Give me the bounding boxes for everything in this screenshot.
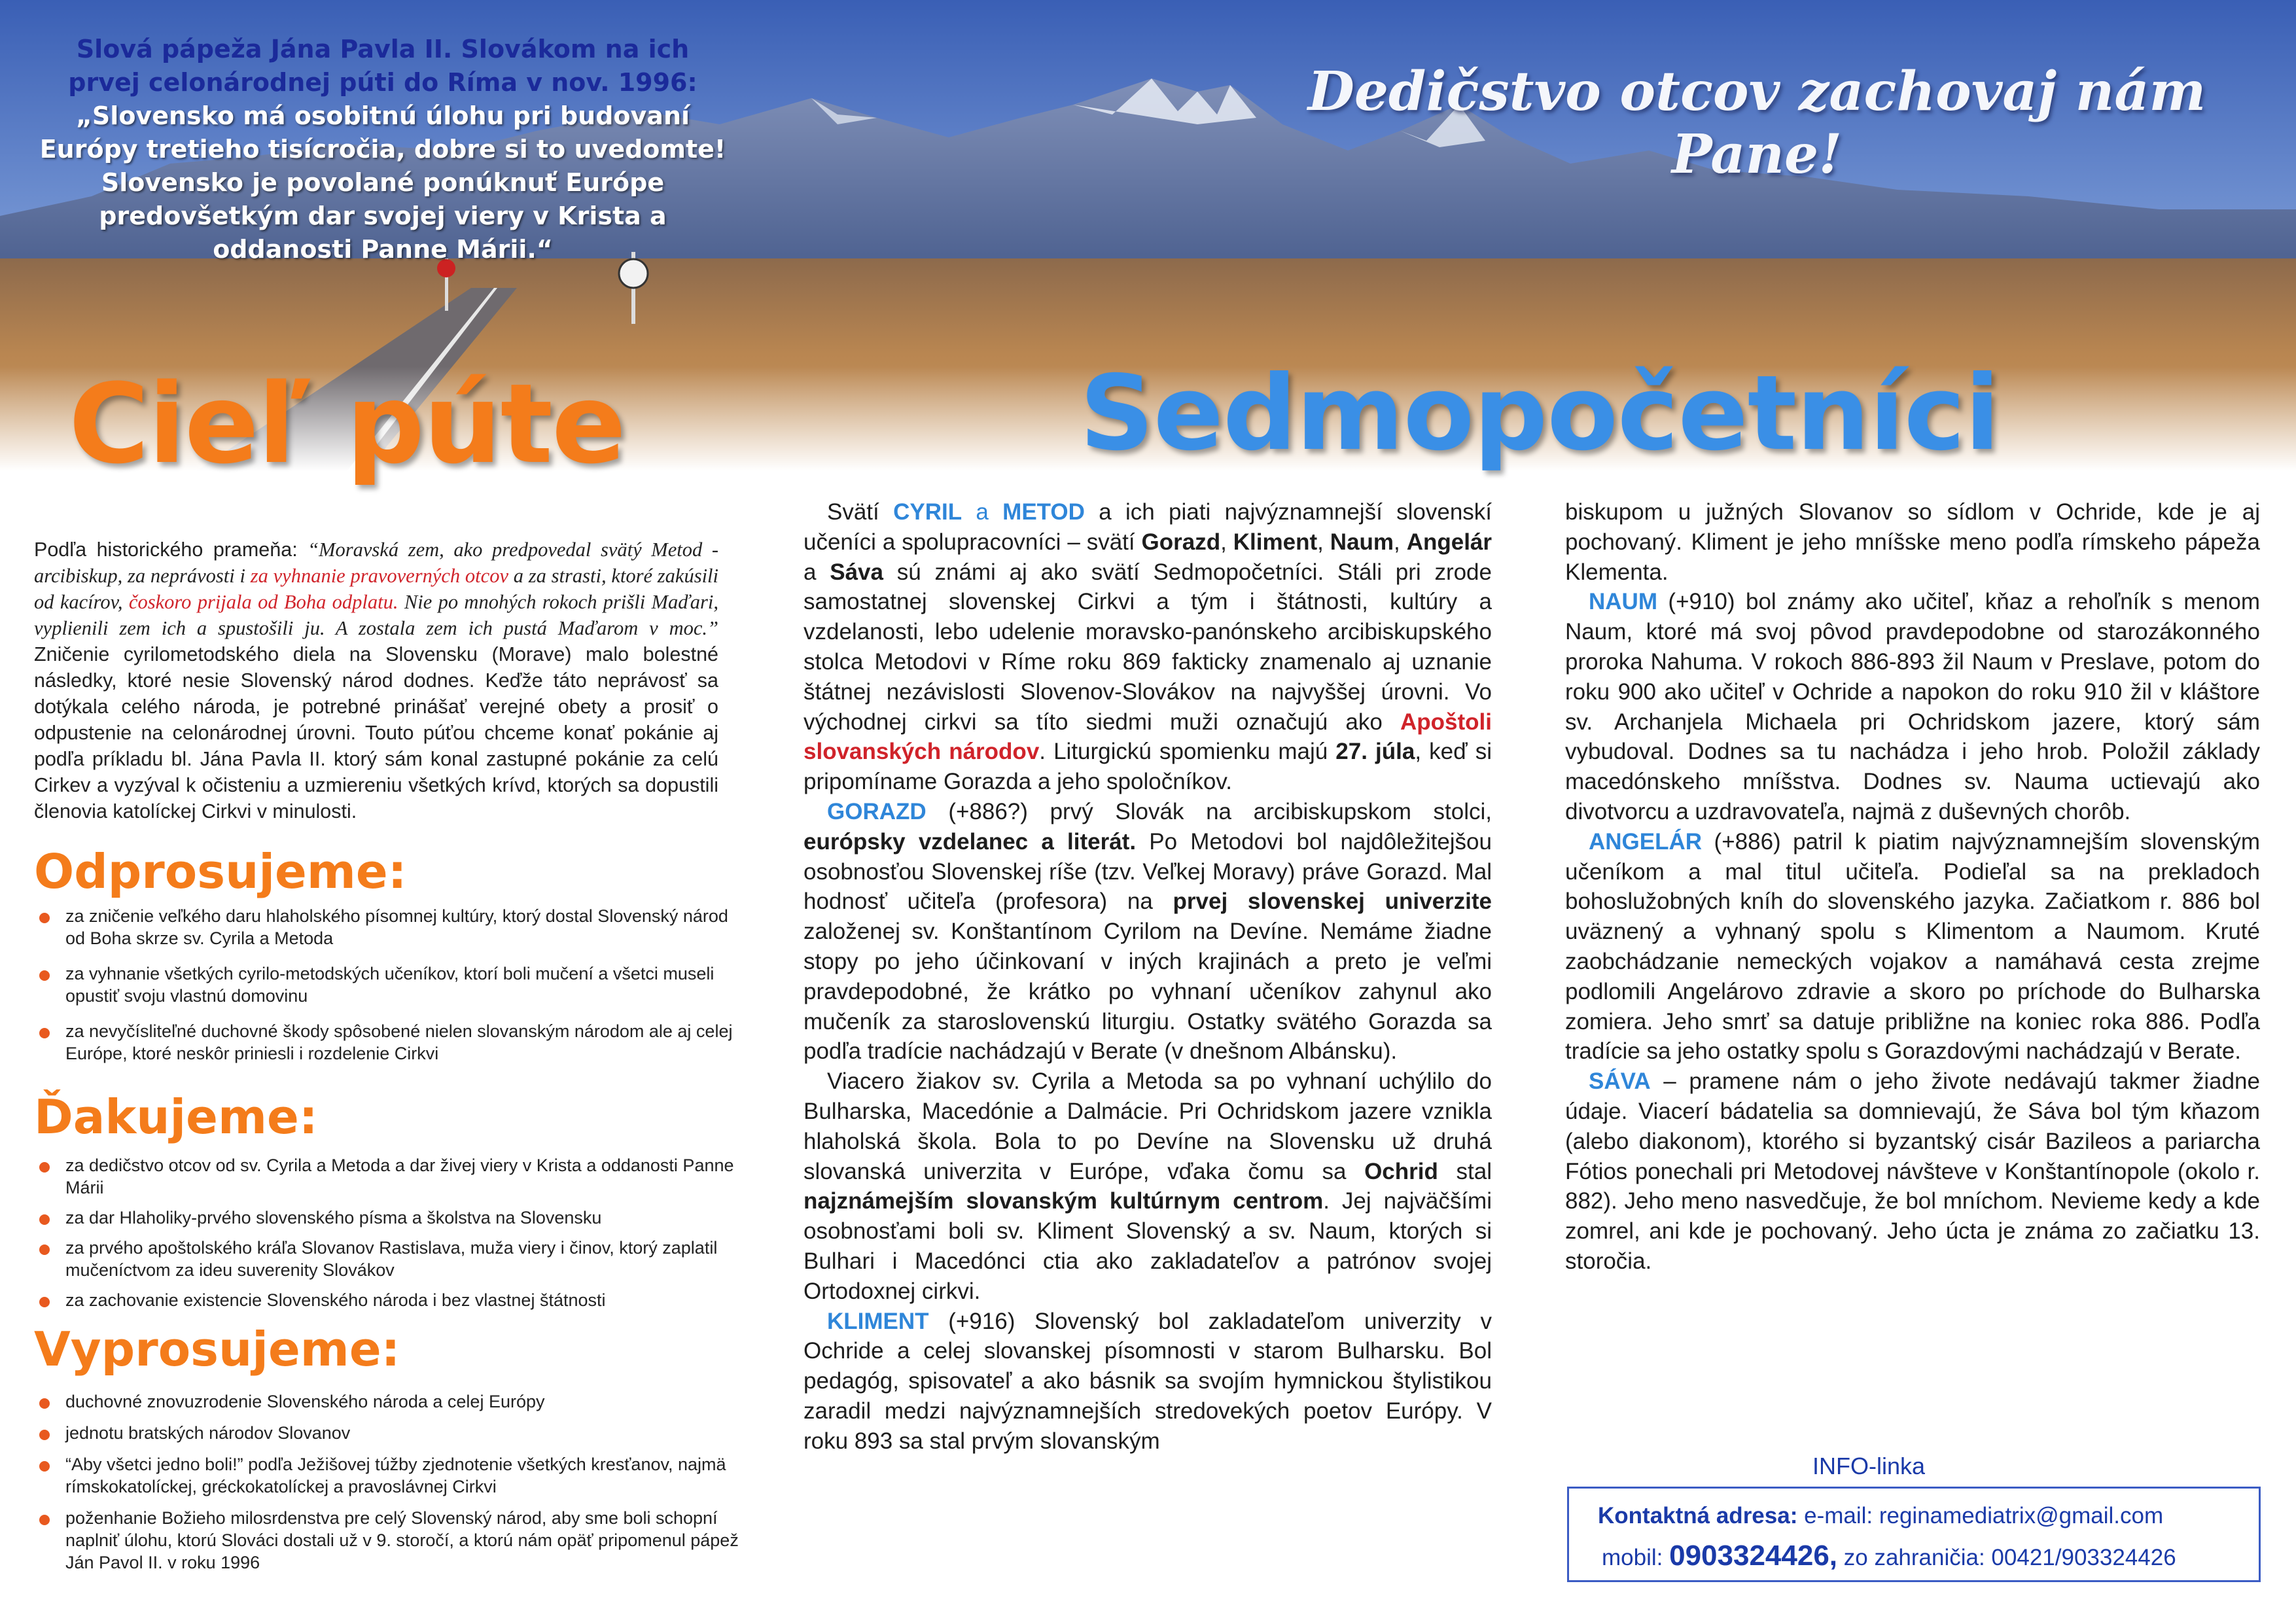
heading-odprosujeme: Odprosujeme: [34,844,407,899]
intro-paragraph: Podľa historického prameňa: “Moravská zem, ako predpovedal svätý Metod - arcibiskup, za neprávosti i za vyhnanie pravoverných otcov a za strasti, ktoré zakúsili od kacírov, čoskoro prijala od Boha odplatu. Nie po mnohých rokoch prišli Maďari, vyplienili zem ich a spustošili ju. A zostala zem ich pustá Maďarom v moc.” Zničenie cyrilometodského diela na Slovensku (Morave) malo bolestné následky, ktoré nesie Slovenský národ dodnes. Keďže táto neprávosť sa dotýkala celého národa, je potrebné prinášať verejné obety a prosiť o odpustenie na celonárodnej úrovni. Touto púťou chceme konať pokánie aj podľa príkladu bl. Jána Pavla II. ktorý sám konal zastupné pokánie za celú Cirkev a vyzýval k očisteniu a uzmiereniu všetkých krívd, ktorých sa dopustili členovia katolíckej Cirkvi v minulosti. [34,538,719,822]
name-sava: SÁVA [1589,1068,1651,1095]
article-column-middle [804,497,1492,1456]
quote-body: „Slovensko má osobitnú úlohu pri budovaní Európy tretieho tisícročia, dobre si to uvedomte! Slovensko je povolané ponúknuť Európe predovšetkým dar svojej viery v Krista a oddanosti Panne Márii.“ [39,101,726,264]
list-item: jednotu bratských národov Slovanov [34,1422,741,1444]
bullet-icon [39,1398,50,1409]
pope-quote [39,33,726,266]
bullet-icon [39,1515,50,1525]
list-item: za zachovanie existencie Slovenského národa i bez vlastnej štátnosti [34,1289,741,1311]
bullet-icon [39,1028,50,1038]
list-item: za dar Hlaholiky-prvého slovenského písma a školstva na Slovensku [34,1207,741,1229]
list-odprosujeme [34,905,741,1078]
paragraph-angelar: ANGELÁR (+886) patril k piatim najvýznamnejším slovenským učeníkom a mal titul učiteľa. Podieľal sa na prekladoch bohoslužobných kníh do slovenského jazyka. Začiatkom r. 886 bol uväznený a vyhnaný spolu s Klimentom a Naumom. Kruté zaobchádzanie nemeckých vojakov a namáhavá cesta zrejme podlomili Angelárovo zdravie a skoro po príchode do Bulharska zomiera. Jeho smrť sa datuje približne na koniec roka 886. Podľa tradície sa jeho ostatky spolu s Gorazdovými nachádzajú v Berate. [1565,828,2260,1065]
name-kliment: KLIMENT [827,1308,929,1334]
bullet-icon [39,1430,50,1440]
list-item: za prvého apoštolského kráľa Slovanov Rastislava, muža viery i činov, ktorý zaplatil mučeníctvom za ideu suverenity Slovákov [34,1237,741,1281]
bullet-icon [39,1214,50,1225]
bullet-icon [39,970,50,981]
bullet-icon [39,1244,50,1255]
paragraph-kliment-cont: biskupom u južných Slovanov so sídlom v Ochride, kde je aj pochovaný. Kliment je jeho mníšske meno podľa rímskeho pápeža Klementa. [1565,499,2260,585]
bullet-icon [39,1297,50,1307]
list-item: “Aby všetci jedno boli!” podľa Ježišovej túžby zjednotenie všetkých kresťanov, najmä rímskokatolíckej, gréckokatolíckej a pravoslávnej Cirkvi [34,1453,741,1498]
list-item: za zničenie veľkého daru hlaholského písomnej kultúry, ktorý dostal Slovenský národ od Boha skrze sv. Cyrila a Metoda [34,905,741,949]
heading-vyprosujeme: Vyprosujeme: [34,1322,400,1377]
list-vyprosujeme [34,1390,741,1587]
phone-abroad[interactable]: zo zahraničia: 00421/903324426 [1837,1545,2176,1570]
page-title-right: Sedmopočetníci [1080,353,2000,474]
bullet-icon [39,913,50,923]
name-naum: NAUM [1589,589,1657,615]
list-item: za nevyčísliteľné duchovné škody spôsobené nielen slovanským národom ale aj celej Európe, ktoré neskôr priniesli i rozdelenie Cirkvi [34,1020,741,1065]
name-angelar: ANGELÁR [1589,828,1703,855]
email-link[interactable]: e-mail: reginamediatrix@gmail.com [1797,1503,2164,1528]
list-item: za dedičstvo otcov od sv. Cyrila a Metoda a dar živej viery v Krista a oddanosti Panne Márii [34,1154,741,1199]
quote-heading: Slová pápeža Jána Pavla II. Slovákom na ich prvej celonárodnej púti do Ríma v nov. 1996: [68,35,698,97]
list-item: duchovné znovuzrodenie Slovenského národa a celej Európy [34,1390,741,1413]
info-line-label: INFO-linka [1812,1453,1926,1479]
paragraph-gorazd: GORAZD (+886?) prvý Slovák na arcibiskupskom stolci, európsky vzdelanec a literát. Po Metodovi bol najdôležitejšou osobnosťou Slovenskej ríše (tzv. Veľkej Moravy) práve Gorazd. Mal hodnosť učiteľa (profesora) na prvej slovenskej univerzite založenej sv. Konštantínom Cyrilom na Devíne. Nemáme žiadne stopy po jeho účinkovaní v iných krajinách a preto je veľmi pravdepodobné, že krátko po vyhnaní učeníkov zahynul ako mučeník za staroslovenskú liturgiu. Ostatky svätého Gorazda sa podľa tradície nachádzajú v Berate (v dnešnom Albánsku). [804,798,1492,1065]
paragraph-naum: NAUM (+910) bol známy ako učiteľ, kňaz a rehoľník s menom Naum, ktoré má svoj pôvod pravdepodobne od starozákonného proroka Nahuma. V rokoch 886-893 žil Naum v Preslave, potom do roku 900 ako učiteľ v Ochride a napokon do roku 910 žil v kláštore sv. Archanjela Michaela pri Ochridskom jazere, ktorý sám vybudoval. Dodnes sa tu nachádza i jeho hrob. Položil základy macedónskeho mníšstva. Dodnes sv. Nauma uctievajú ako divotvorcu a uzdravovateľa, najmä z duševných chorôb. [1565,589,2260,824]
paragraph-ochrid: Viacero žiakov sv. Cyrila a Metoda sa po vyhnaní uchýlilo do Bulharska, Macedónie a Dalmácie. Pri Ochridskom jazere vznikla hlaholská škola. Bola to po Devíne na Slovensku už druhá slovanská univerzita v Európe, vďaka čomu sa Ochrid stal najznámejším slovanským kultúrnym centrom. Jej najväčšími osobnosťami boli sv. Kliment Slovenský a sv. Naum, ktorých si Bulhari i Macedónci ctia ako zakladateľov a patrónov svojej Ortodoxnej cirkvi. [804,1068,1492,1304]
phone-number[interactable]: 0903324426, [1669,1540,1838,1572]
contact-box [1567,1487,2261,1582]
list-item: za vyhnanie všetkých cyrilo-metodských učeníkov, ktorí boli mučení a všetci museli opustiť svoju vlastnú domovinu [34,962,741,1007]
page-title-left: Cieľ púte [69,360,625,488]
contact-phone-row: mobil: 0903324426, zo zahraničia: 00421/903324426 [1602,1540,2176,1572]
list-item: poženhanie Božieho milosrdenstva pre celý Slovenský národ, aby sme boli schopní naplniť úlohu, ktorú Slováci dostali už v 9. storočí, a ktorú nám opäť pripomenul pápež Ján Pavol II. v roku 1996 [34,1507,741,1574]
list-dakujeme [34,1154,741,1324]
paragraph-kliment: KLIMENT (+916) Slovenský bol zakladateľom univerzity v Ochride a celej slovanskej písomnosti v starom Bulharsku. Bol pedagóg, spisovateľ a ako básnik sa svojím hymnickou štylistikou zaradil medzi najvýznamnejších stredovekých poetov Európy. V roku 893 sa stal prvým slovanským [804,1308,1492,1454]
bullet-icon [39,1162,50,1173]
name-gorazd: GORAZD [827,798,927,824]
article-column-right [1565,497,2260,1277]
motto: Dedičstvo otcov zachovaj nám Pane! [1307,60,2206,186]
bullet-icon [39,1461,50,1472]
paragraph-intro: Svätí CYRIL a METOD a ich piati najvýznamnejší slovenskí učeníci a spolupracovníci – svätí Gorazd, Kliment, Naum, Angelár a Sáva sú známi aj ako svätí Sedmopočetníci. Stáli pri zrode samostatnej slovenskej Cirkvi a tým i štátnosti, kultúry a vzdelanosti, lebo udelenie moravsko-panónskeho arcibiskupského stolca Metodovi v Ríme roku 869 fakticky znamenalo aj uznanie štátnej nezávislosti Slovenov-Slovákov na najvyššej úrovni. Vo východnej cirkvi sa títo siedmi muži označujú ako Apoštoli slovanských národov. Liturgickú spomienku majú 27. júla, keď si pripomíname Gorazda a jeho spoločníkov. [804,499,1492,795]
heading-dakujeme: Ďakujeme: [34,1089,318,1144]
contact-email-row: Kontaktná adresa: e-mail: reginamediatrix@gmail.com [1598,1503,2164,1528]
paragraph-sava: SÁVA – pramene nám o jeho živote nedávajú takmer žiadne údaje. Viacerí bádatelia sa domnievajú, že Sáva bol tým kňazom (alebo diakonom), ktorého si byzantský cisár Bazileos a pariarcha Fótios ponechali pri Metodovej návšteve v Konštantínopole (okolo r. 882). Jeho meno nasvedčuje, že bol mníchom. Nevieme kedy a kde zomrel, ani kde je pochovaný. Jeho úcta je známa zo začiatku 13. storočia. [1565,1068,2260,1274]
